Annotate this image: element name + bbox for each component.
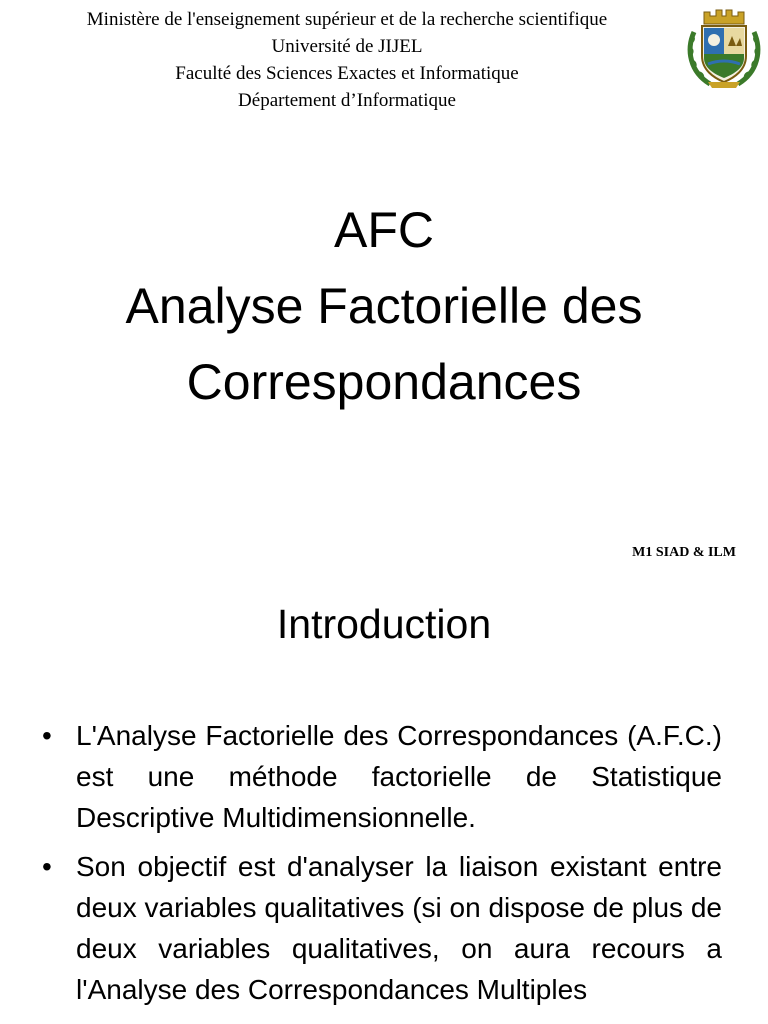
faculty-line: Faculté des Sciences Exactes et Informatique	[175, 63, 519, 84]
university-crest-icon	[680, 2, 768, 90]
bullet-text: • L'Analyse Factorielle des Correspondances (A.F.C.) est une méthode factorielle de Statistique Descriptive Multidimensionnelle.	[76, 720, 722, 833]
title-line-1: Analyse Factorielle des	[125, 278, 643, 334]
bullet-text: • Son objectif est d'analyser la liaison existant entre deux variables qualitatives (si on dispose de plus de deux variables qualitatives, on aura recours a l'Analyse des Correspondances Multiples	[76, 851, 722, 1005]
bullet-list	[40, 715, 722, 1018]
institution-header	[0, 6, 694, 114]
bullet-item	[40, 715, 722, 838]
university-line: Université de JIJEL	[271, 36, 423, 57]
ministry-line: Ministère de l'enseignement supérieur et de la recherche scientifique	[86, 9, 608, 30]
bullet-item	[40, 846, 722, 1010]
title-line-2: Correspondances	[186, 354, 582, 410]
department-line: Département d’Informatique	[238, 90, 456, 111]
section-title: Introduction	[276, 601, 492, 647]
course-label: M1 SIAD & ILM	[632, 545, 736, 560]
title-acronym: AFC	[334, 202, 434, 258]
document-title	[0, 192, 768, 420]
